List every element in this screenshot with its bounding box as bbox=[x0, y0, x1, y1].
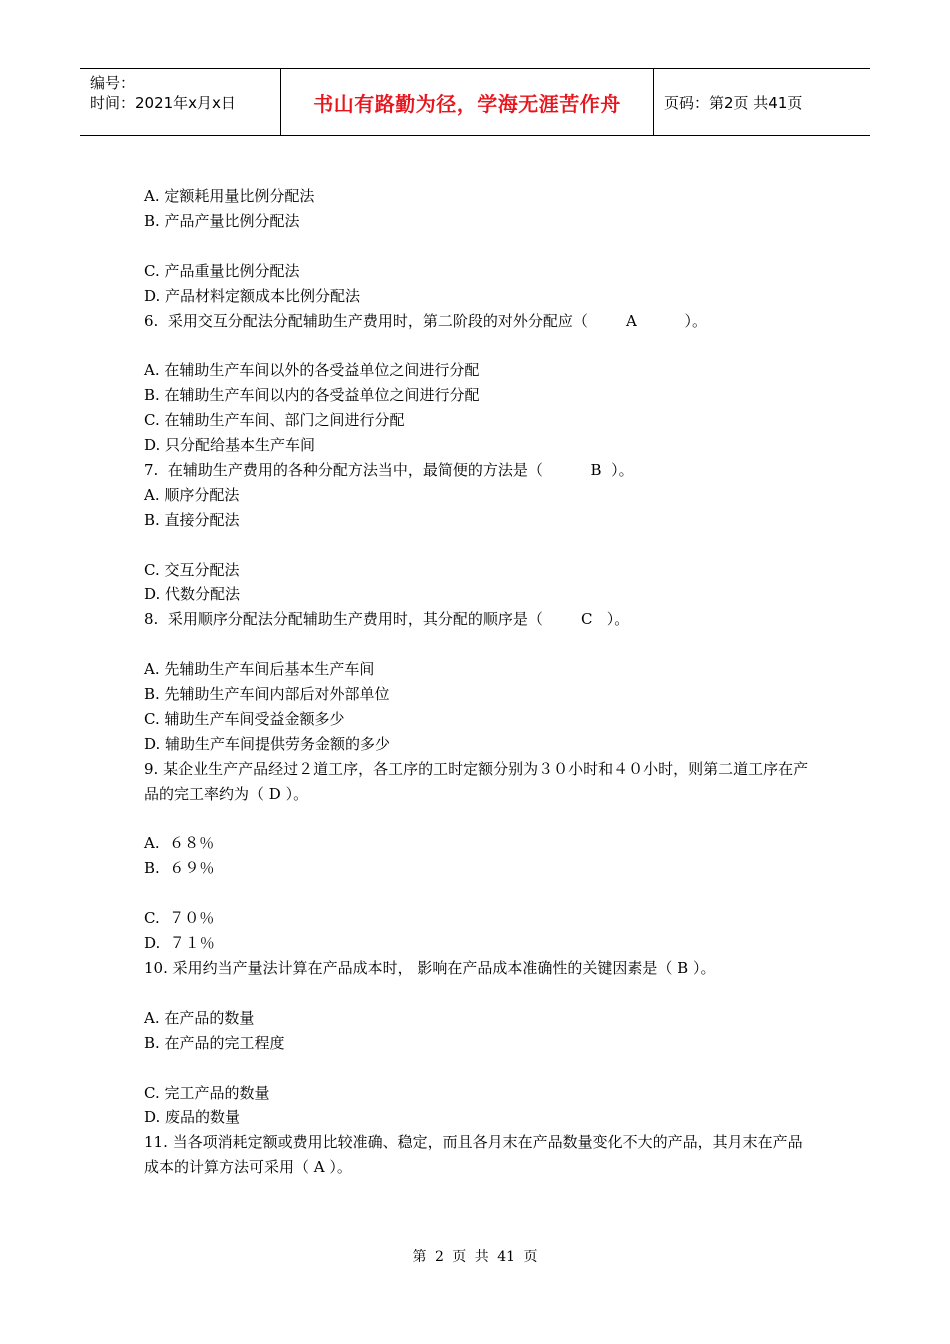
text-line: B. ６９％ bbox=[144, 859, 215, 878]
blank-line bbox=[144, 533, 814, 558]
text-line: D. 辅助生产车间提供劳务金额的多少 bbox=[144, 734, 391, 753]
text-line: B. 在产品的完工程度 bbox=[144, 1033, 285, 1052]
text-line: D. 产品材料定额成本比例分配法 bbox=[144, 286, 361, 305]
text-line: B. 产品产量比例分配法 bbox=[144, 211, 300, 230]
text-line: C. 辅助生产车间受益金额多少 bbox=[144, 709, 345, 728]
text-line: A. 顺序分配法 bbox=[144, 485, 240, 504]
header-motto: 书山有路勤为径，学海无涯苦作舟 bbox=[281, 69, 654, 135]
text-line: D. ７１％ bbox=[144, 934, 215, 953]
text-line: A. 在产品的数量 bbox=[144, 1008, 255, 1027]
document-time-label: 时间：2021年x月x日 bbox=[90, 94, 236, 112]
header-page-info: 页码：第2页 共41页 bbox=[664, 93, 803, 112]
text-line: D. 只分配给基本生产车间 bbox=[144, 436, 316, 455]
text-line: 9. 某企业生产产品经过２道工序，各工序的工时定额分别为３０小时和４０小时，则第二道工序在产品的完工率约为（ D ）。 bbox=[144, 759, 809, 803]
text-line: A. 先辅助生产车间后基本生产车间 bbox=[144, 660, 375, 679]
text-line: C. 完工产品的数量 bbox=[144, 1083, 270, 1102]
text-line: C. ７０％ bbox=[144, 909, 215, 928]
text-line: A. 在辅助生产车间以外的各受益单位之间进行分配 bbox=[144, 361, 480, 380]
text-line: A. ６８％ bbox=[144, 834, 215, 853]
text-line: D. 废品的数量 bbox=[144, 1108, 241, 1127]
blank-line bbox=[144, 1056, 814, 1081]
page-footer: 第 2 页 共 41 页 bbox=[412, 1249, 538, 1265]
header-meta bbox=[80, 69, 281, 135]
text-line: A. 定额耗用量比例分配法 bbox=[144, 187, 315, 205]
document-body bbox=[144, 184, 814, 1180]
text-line: 10. 采用约当产量法计算在产品成本时， 影响在产品成本准确性的关键因素是（ B ）。 bbox=[144, 959, 716, 977]
text-line: C. 在辅助生产车间、部门之间进行分配 bbox=[144, 411, 405, 430]
blank-line bbox=[144, 234, 814, 259]
text-line: C. 交互分配法 bbox=[144, 560, 240, 579]
document-number-label: 编号： bbox=[90, 74, 136, 92]
blank-line bbox=[144, 881, 814, 906]
blank-line bbox=[144, 632, 814, 657]
text-line: B. 先辅助生产车间内部后对外部单位 bbox=[144, 685, 390, 704]
blank-line bbox=[144, 333, 814, 358]
text-line: D. 代数分配法 bbox=[144, 585, 241, 604]
text-line: 11. 当各项消耗定额或费用比较准确、稳定，而且各月末在产品数量变化不大的产品，其月末在产品成本的计算方法可采用（ A ）。 bbox=[144, 1133, 803, 1177]
text-line: 6. 采用交互分配法分配辅助生产费用时，第二阶段的对外分配应（ A ）。 bbox=[144, 311, 708, 330]
blank-line bbox=[144, 981, 814, 1006]
text-line: B. 在辅助生产车间以内的各受益单位之间进行分配 bbox=[144, 386, 480, 405]
page-header bbox=[80, 68, 870, 136]
blank-line bbox=[144, 807, 814, 832]
text-line: B. 直接分配法 bbox=[144, 510, 240, 529]
text-line: C. 产品重量比例分配法 bbox=[144, 261, 300, 280]
text-line: 7. 在辅助生产费用的各种分配方法当中，最简便的方法是（ B ）。 bbox=[144, 460, 634, 479]
text-line: 8. 采用顺序分配法分配辅助生产费用时，其分配的顺序是（ C ）。 bbox=[144, 610, 630, 629]
